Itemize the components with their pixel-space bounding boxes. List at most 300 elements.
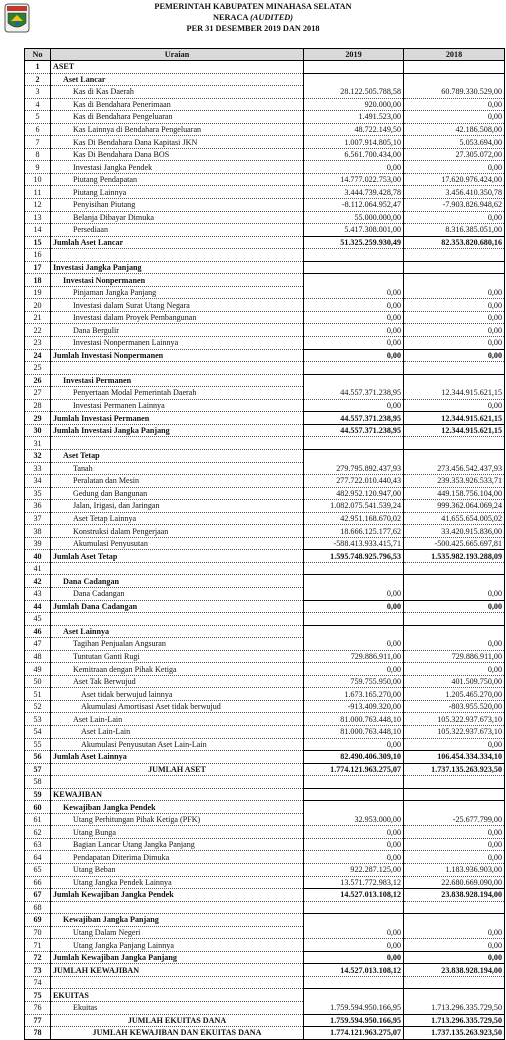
row-value-2018: 0,00: [404, 838, 505, 851]
row-number: 13: [25, 211, 51, 224]
row-value-2019: 51.325.259.930,49: [304, 236, 404, 249]
row-value-2019: 482.952.120.947,00: [304, 487, 404, 500]
table-row: [25, 650, 505, 663]
row-label: Jumlah Aset Tetap: [51, 550, 304, 563]
row-value-2018: 105.322.937.673,10: [404, 713, 505, 726]
row-value-2018: 0,00: [404, 286, 505, 299]
row-value-2019: 1.759.594.950.166,95: [304, 1014, 404, 1027]
table-row: [25, 751, 505, 764]
row-number: 49: [25, 663, 51, 676]
table-row: [25, 788, 505, 801]
row-value-2019: 1.774.121.963.275,07: [304, 1027, 404, 1040]
table-row: [25, 776, 505, 789]
row-value-2019: 5.417.308.001,00: [304, 224, 404, 237]
row-number: 23: [25, 337, 51, 350]
row-value-2018: 0,00: [404, 587, 505, 600]
row-number: 22: [25, 324, 51, 337]
row-number: 43: [25, 587, 51, 600]
table-row: [25, 600, 505, 613]
row-label: Penyisihan Piutang: [51, 199, 304, 212]
row-value-2018: [404, 625, 505, 638]
table-row: [25, 123, 505, 136]
row-label: Investasi Nonpermanen: [51, 274, 304, 287]
row-label: [51, 562, 304, 575]
row-value-2019: 0,00: [304, 738, 404, 751]
row-value-2018: 0,00: [404, 311, 505, 324]
row-value-2018: 12.344.915.621,15: [404, 412, 505, 425]
row-value-2018: 0,00: [404, 939, 505, 952]
row-number: 30: [25, 424, 51, 437]
row-value-2018: 0,00: [404, 663, 505, 676]
row-value-2018: 41.655.654.005,02: [404, 512, 505, 525]
row-number: 19: [25, 286, 51, 299]
table-row: [25, 462, 505, 475]
row-value-2018: 82.353.820.680,16: [404, 236, 505, 249]
row-value-2018: 17.620.976.424,00: [404, 173, 505, 186]
table-row: [25, 475, 505, 488]
row-value-2018: 8.316.385.051,00: [404, 224, 505, 237]
table-row: [25, 249, 505, 262]
row-value-2018: 0,00: [404, 98, 505, 111]
row-value-2019: 0,00: [304, 851, 404, 864]
row-label: [51, 976, 304, 989]
col-header-2019: 2019: [304, 49, 404, 61]
row-number: 27: [25, 387, 51, 400]
table-row: [25, 625, 505, 638]
table-row: [25, 663, 505, 676]
row-number: 47: [25, 638, 51, 651]
row-number: 20: [25, 299, 51, 312]
row-value-2019: 1.759.594.950.166,95: [304, 1002, 404, 1015]
row-value-2018: 729.886.911,00: [404, 650, 505, 663]
table-row: [25, 1027, 505, 1040]
row-value-2018: -25.677.799,00: [404, 813, 505, 826]
table-row: [25, 688, 505, 701]
row-number: 36: [25, 500, 51, 513]
row-value-2018: [404, 249, 505, 262]
row-number: 73: [25, 964, 51, 977]
row-number: 76: [25, 1002, 51, 1015]
row-value-2019: 0,00: [304, 587, 404, 600]
header-title: PEMERINTAH KABUPATEN MINAHASA SELATAN: [154, 2, 352, 11]
table-row: [25, 324, 505, 337]
row-label: Jumlah Dana Cadangan: [51, 600, 304, 613]
table-row: [25, 261, 505, 274]
table-row: [25, 86, 505, 99]
row-number: 17: [25, 261, 51, 274]
table-row: [25, 550, 505, 563]
row-value-2019: [304, 776, 404, 789]
table-row: [25, 136, 505, 149]
row-label: JUMLAH EKUITAS DANA: [51, 1014, 304, 1027]
row-value-2019: 0,00: [304, 399, 404, 412]
header-period: PER 31 DESEMBER 2019 DAN 2018: [186, 24, 320, 33]
row-value-2018: 0,00: [404, 211, 505, 224]
table-row: [25, 173, 505, 186]
row-label: Dana Cadangan: [51, 587, 304, 600]
row-number: 52: [25, 700, 51, 713]
row-number: 26: [25, 374, 51, 387]
row-value-2018: [404, 575, 505, 588]
row-label: Kewajiban Jangka Pendek: [51, 801, 304, 814]
table-row: [25, 951, 505, 964]
row-value-2018: 1.205.465.270,00: [404, 688, 505, 701]
row-value-2019: [304, 901, 404, 914]
row-value-2019: -588.413.933.415,71: [304, 537, 404, 550]
table-row: [25, 362, 505, 375]
row-number: 41: [25, 562, 51, 575]
row-value-2019: -913.409.320,00: [304, 700, 404, 713]
row-number: 50: [25, 675, 51, 688]
row-number: 42: [25, 575, 51, 588]
row-value-2018: 33.420.915.836,00: [404, 525, 505, 538]
row-number: 33: [25, 462, 51, 475]
row-number: 78: [25, 1027, 51, 1040]
row-value-2019: 18.666.125.177,62: [304, 525, 404, 538]
row-value-2019: 81.000.763.448,10: [304, 713, 404, 726]
row-value-2019: 14.777.022.753,00: [304, 173, 404, 186]
row-value-2019: [304, 575, 404, 588]
row-number: 12: [25, 199, 51, 212]
row-value-2019: 0,00: [304, 161, 404, 174]
row-number: 63: [25, 838, 51, 851]
row-value-2018: 0,00: [404, 161, 505, 174]
row-value-2019: 0,00: [304, 311, 404, 324]
row-number: 2: [25, 73, 51, 86]
row-label: [51, 362, 304, 375]
row-number: 18: [25, 274, 51, 287]
row-value-2018: 5.053.694,00: [404, 136, 505, 149]
row-value-2019: 1.673.165.270,00: [304, 688, 404, 701]
row-number: 59: [25, 788, 51, 801]
row-label: Kewajiban Jangka Panjang: [51, 914, 304, 927]
table-row: [25, 387, 505, 400]
row-number: 51: [25, 688, 51, 701]
row-value-2018: 0,00: [404, 826, 505, 839]
row-number: 37: [25, 512, 51, 525]
row-value-2018: 401.509.750,00: [404, 675, 505, 688]
row-value-2019: [304, 788, 404, 801]
row-label: Kemitraan dengan Pihak Ketiga: [51, 663, 304, 676]
row-value-2019: 1.082.075.541.539,24: [304, 500, 404, 513]
row-value-2019: 0,00: [304, 349, 404, 362]
table-row: [25, 349, 505, 362]
row-value-2019: 0,00: [304, 286, 404, 299]
row-value-2019: 13.571.772.983,12: [304, 876, 404, 889]
row-value-2018: 1.737.135.263.923,50: [404, 763, 505, 776]
row-number: 48: [25, 650, 51, 663]
table-row: [25, 1014, 505, 1027]
row-label: Pendapatan Diterima Dimuka: [51, 851, 304, 864]
table-row: [25, 838, 505, 851]
row-value-2018: 239.353.926.533,71: [404, 475, 505, 488]
row-label: Dana Bergulir: [51, 324, 304, 337]
row-number: 3: [25, 86, 51, 99]
row-number: 67: [25, 889, 51, 902]
row-value-2019: [304, 437, 404, 450]
table-row: [25, 73, 505, 86]
row-value-2019: 44.557.371.238,95: [304, 424, 404, 437]
table-row: [25, 1002, 505, 1015]
row-value-2019: 922.287.125,00: [304, 864, 404, 877]
row-value-2019: 1.595.748.925.796,53: [304, 550, 404, 563]
row-value-2018: 1.737.135.263.923,50: [404, 1027, 505, 1040]
row-value-2019: 759.755.950,00: [304, 675, 404, 688]
row-value-2018: 0,00: [404, 851, 505, 864]
row-value-2019: 277.722.010.440,43: [304, 475, 404, 488]
row-value-2018: [404, 274, 505, 287]
row-value-2019: 0,00: [304, 663, 404, 676]
balance-sheet-table: [24, 48, 505, 1040]
table-row: [25, 437, 505, 450]
row-label: Peralatan dan Mesin: [51, 475, 304, 488]
row-value-2018: [404, 989, 505, 1002]
row-number: 6: [25, 123, 51, 136]
table-row: [25, 186, 505, 199]
row-label: Akumulasi Penyusutan: [51, 537, 304, 550]
row-value-2019: [304, 449, 404, 462]
row-value-2019: [304, 562, 404, 575]
table-row: [25, 337, 505, 350]
row-value-2018: 3.456.410.350,78: [404, 186, 505, 199]
row-label: [51, 901, 304, 914]
row-label: Jumlah Kewajiban Jangka Panjang: [51, 951, 304, 964]
table-row: [25, 299, 505, 312]
row-label: Jumlah Aset Lancar: [51, 236, 304, 249]
row-label: Konstruksi dalam Pengerjaan: [51, 525, 304, 538]
row-value-2018: 1.713.296.335.729,50: [404, 1002, 505, 1015]
row-value-2019: [304, 73, 404, 86]
row-number: 28: [25, 399, 51, 412]
row-label: [51, 437, 304, 450]
row-value-2018: 0,00: [404, 337, 505, 350]
row-value-2019: 0,00: [304, 926, 404, 939]
row-number: 5: [25, 111, 51, 124]
table-row: [25, 939, 505, 952]
table-row: [25, 236, 505, 249]
table-row: [25, 412, 505, 425]
row-label: JUMLAH KEWAJIBAN: [51, 964, 304, 977]
row-label: Dana Cadangan: [51, 575, 304, 588]
table-row: [25, 161, 505, 174]
row-number: 70: [25, 926, 51, 939]
table-row: [25, 199, 505, 212]
row-number: 75: [25, 989, 51, 1002]
row-number: 56: [25, 751, 51, 764]
row-label: Utang Dalam Negeri: [51, 926, 304, 939]
row-number: 16: [25, 249, 51, 262]
row-label: Jalan, Irigasi, dan Jaringan: [51, 500, 304, 513]
row-label: Jumlah Investasi Permanen: [51, 412, 304, 425]
table-row: [25, 286, 505, 299]
row-value-2018: [404, 374, 505, 387]
row-number: 54: [25, 725, 51, 738]
row-number: 53: [25, 713, 51, 726]
row-value-2018: 449.158.756.104,00: [404, 487, 505, 500]
row-label: Ekuitas: [51, 1002, 304, 1015]
row-value-2018: 12.344.915.621,15: [404, 387, 505, 400]
row-number: 45: [25, 613, 51, 626]
row-value-2018: 0,00: [404, 600, 505, 613]
row-value-2019: [304, 976, 404, 989]
row-value-2019: [304, 801, 404, 814]
row-number: 62: [25, 826, 51, 839]
row-number: 15: [25, 236, 51, 249]
table-row: [25, 512, 505, 525]
row-value-2019: 81.000.763.448,10: [304, 725, 404, 738]
row-label: Jumlah Aset Lainnya: [51, 751, 304, 764]
row-label: Aset Lain-Lain: [51, 713, 304, 726]
row-number: 68: [25, 901, 51, 914]
header-lines: [0, 1, 506, 34]
row-label: Tanah: [51, 462, 304, 475]
row-label: Investasi Jangka Panjang: [51, 261, 304, 274]
row-value-2019: [304, 374, 404, 387]
table-row: [25, 914, 505, 927]
row-value-2018: [404, 261, 505, 274]
row-number: 38: [25, 525, 51, 538]
header-audited: (AUDITED): [250, 13, 293, 22]
row-value-2019: 0,00: [304, 838, 404, 851]
col-header-uraian: Uraian: [51, 49, 304, 61]
row-value-2018: [404, 61, 505, 74]
row-label: Persediaan: [51, 224, 304, 237]
row-value-2018: [404, 801, 505, 814]
row-number: 55: [25, 738, 51, 751]
row-number: 8: [25, 148, 51, 161]
row-number: 65: [25, 864, 51, 877]
row-label: Jumlah Investasi Jangka Panjang: [51, 424, 304, 437]
row-label: [51, 613, 304, 626]
row-label: EKUITAS: [51, 989, 304, 1002]
row-value-2019: 0,00: [304, 939, 404, 952]
row-value-2019: [304, 914, 404, 927]
row-value-2019: 1.491.523,00: [304, 111, 404, 124]
row-label: [51, 776, 304, 789]
row-label: Kas Di Bendahara Dana BOS: [51, 148, 304, 161]
row-value-2018: 23.838.928.194,00: [404, 889, 505, 902]
row-number: 29: [25, 412, 51, 425]
row-value-2018: 0,00: [404, 399, 505, 412]
row-number: 72: [25, 951, 51, 964]
row-number: 46: [25, 625, 51, 638]
table-row: [25, 801, 505, 814]
row-value-2019: [304, 613, 404, 626]
row-value-2019: 0,00: [304, 826, 404, 839]
row-number: 25: [25, 362, 51, 375]
row-label: Investasi Nonpermanen Lainnya: [51, 337, 304, 350]
row-value-2018: [404, 437, 505, 450]
table-row: [25, 638, 505, 651]
table-row: [25, 738, 505, 751]
row-label: Utang Perhitungan Pihak Ketiga (PFK): [51, 813, 304, 826]
row-value-2019: 55.000.000,00: [304, 211, 404, 224]
table-row: [25, 61, 505, 74]
table-row: [25, 525, 505, 538]
row-label: Piutang Pendapatan: [51, 173, 304, 186]
row-number: 77: [25, 1014, 51, 1027]
row-value-2018: 273.456.542.437,93: [404, 462, 505, 475]
row-number: 7: [25, 136, 51, 149]
row-value-2019: 0,00: [304, 299, 404, 312]
row-value-2019: 279.795.892.437,93: [304, 462, 404, 475]
row-number: 32: [25, 449, 51, 462]
row-value-2018: 0,00: [404, 926, 505, 939]
row-value-2019: 32.953.000,00: [304, 813, 404, 826]
table-row: [25, 989, 505, 1002]
row-label: Aset Lancar: [51, 73, 304, 86]
row-label: Aset Tetap Lainnya: [51, 512, 304, 525]
row-number: 66: [25, 876, 51, 889]
row-number: 21: [25, 311, 51, 324]
row-value-2018: -500.425.665.697,81: [404, 537, 505, 550]
row-value-2019: [304, 61, 404, 74]
row-label: Kas Di Bendahara Dana Kapitasi JKN: [51, 136, 304, 149]
row-value-2018: 0,00: [404, 638, 505, 651]
row-number: 44: [25, 600, 51, 613]
row-value-2018: 0,00: [404, 111, 505, 124]
row-value-2019: 14.527.013.108,12: [304, 964, 404, 977]
row-label: [51, 249, 304, 262]
row-label: Bagian Lancar Utang Jangka Panjang: [51, 838, 304, 851]
table-body: [25, 61, 505, 1040]
table-row: [25, 424, 505, 437]
row-value-2019: 0,00: [304, 638, 404, 651]
table-row: [25, 813, 505, 826]
row-value-2018: [404, 562, 505, 575]
row-number: 35: [25, 487, 51, 500]
row-number: 40: [25, 550, 51, 563]
row-value-2018: 0,00: [404, 951, 505, 964]
row-label: Utang Jangka Panjang Lainnya: [51, 939, 304, 952]
row-value-2018: 27.305.072,00: [404, 148, 505, 161]
table-row: [25, 374, 505, 387]
row-value-2018: 22.680.669.090,00: [404, 876, 505, 889]
row-label: JUMLAH ASET: [51, 763, 304, 776]
row-label: JUMLAH KEWAJIBAN DAN EKUITAS DANA: [51, 1027, 304, 1040]
row-value-2019: [304, 362, 404, 375]
row-number: 60: [25, 801, 51, 814]
row-value-2018: 1.535.982.193.288,09: [404, 550, 505, 563]
row-value-2019: 0,00: [304, 951, 404, 964]
row-value-2018: [404, 362, 505, 375]
row-value-2018: 999.362.064.069,24: [404, 500, 505, 513]
row-number: 74: [25, 976, 51, 989]
row-label: Belanja Dibayar Dimuka: [51, 211, 304, 224]
row-value-2019: 920.000,00: [304, 98, 404, 111]
table-row: [25, 274, 505, 287]
row-label: Utang Beban: [51, 864, 304, 877]
row-number: 39: [25, 537, 51, 550]
row-number: 24: [25, 349, 51, 362]
row-value-2018: 0,00: [404, 738, 505, 751]
table-row: [25, 926, 505, 939]
row-value-2019: 0,00: [304, 337, 404, 350]
table-header-row: [25, 49, 505, 61]
row-value-2018: -7.903.826.948,62: [404, 199, 505, 212]
table-row: [25, 487, 505, 500]
row-value-2018: 0,00: [404, 349, 505, 362]
table-row: [25, 111, 505, 124]
table-row: [25, 449, 505, 462]
row-value-2018: 105.322.937.673,10: [404, 725, 505, 738]
table-row: [25, 211, 505, 224]
row-value-2019: 0,00: [304, 324, 404, 337]
row-value-2019: 1.774.121.963.275,07: [304, 763, 404, 776]
row-value-2019: 1.007.914.805,10: [304, 136, 404, 149]
row-number: 14: [25, 224, 51, 237]
row-value-2019: 14.527.013.108,12: [304, 889, 404, 902]
